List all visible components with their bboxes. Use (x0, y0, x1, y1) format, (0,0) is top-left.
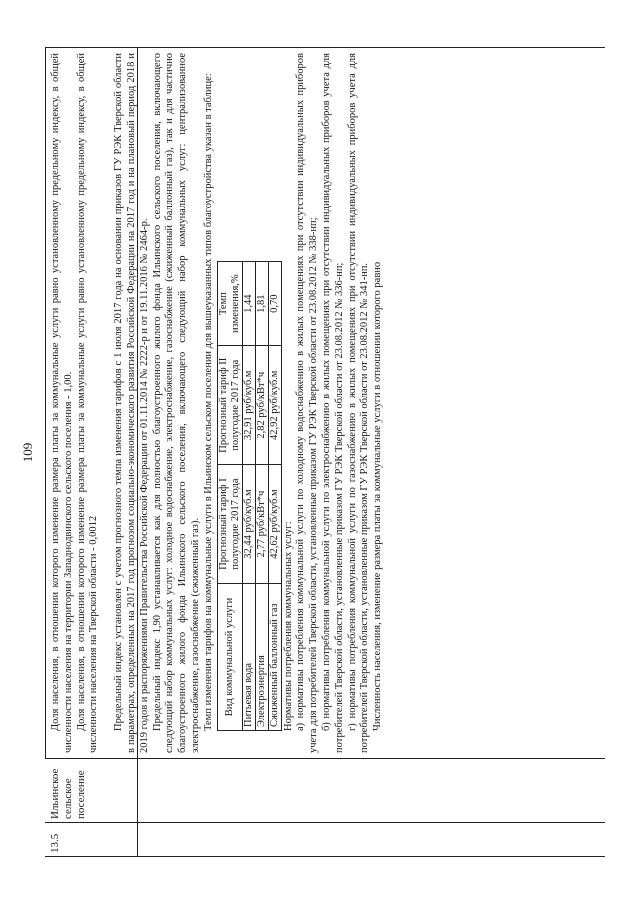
cell-tariff-h2: 42,92 руб/куб.м (268, 346, 281, 465)
tariff-table (217, 261, 282, 731)
paragraph-share-tver: Доля населения, в отношении которого изменение размера платы за коммунальные услуги равно установленному предельному индексу, в общей численности населения на Тверской области - 0,0012 (75, 53, 100, 753)
cell-tariff-h1: 32,44 руб/куб.м (242, 465, 255, 584)
content-cell (50, 53, 385, 753)
paragraph-share-west-dvina: Доля населения, в отношении которого изменение размера платы за коммунальные услуги равно установленному предельному индексу, в общей численности населения на территории Западнодвинского сельского поселения - 1,00. (50, 53, 74, 753)
settlement-name: Ильинское сельское поселение (49, 768, 87, 819)
paragraph-index-basis: Предельный индекс установлен с учетом прогнозного темпа изменения тарифов с 1 июля 2017 года на основании приказов ГУ РЭК Тверской области в параметрах, определенных на 2017 год прогнозом социально-экономического развития Российской Федерации на 2017 год и на плановый период 2018 и 2019 годов и распоряжениями Правительства Российской Федерации от 01.11.2014 № 2222-р и от 19.11.2016 № 2464-р. (113, 53, 150, 753)
paragraph-index-value: Предельный индекс 1,90 устанавливается как для полностью благоустроенного жилого фонда Ильинского сельского поселения, включающего следующий набор коммунальных услуг: холодное водоснабжение, электроснабжение, газоснабжение (сжиженный баллонный газ), так и для частично благоустроенного жилого фонда Ильинского сельского поселения, включающего следующий набор коммунальных услуг: централизованное электроснабжение, газоснабжение (сжиженный газ). (151, 53, 201, 753)
cell-service: Электроэнергия (255, 583, 268, 730)
paragraph-norm-electricity: б) нормативы потребления коммунальной услуги по электроснабжению в жилых помещениях при отсутствии индивидуальных приборов учета для потребителей Тверской области, установленные приказом ГУ РЭК Тверской области от 23.08.2012 № 336-нп; (320, 53, 345, 753)
header-tariff-h1: Прогнозный тариф I полугодие 2017 года (217, 465, 242, 584)
cell-tariff-h1: 2,77 руб/кВт*ч (255, 465, 268, 584)
cell-change-rate: 0,70 (268, 262, 281, 346)
cell-change-rate: 1,81 (255, 262, 268, 346)
paragraph-norm-gas: г) нормативы потребления коммунальной услуги по газоснабжению в жилых помещениях при отсутствии индивидуальных приборов учета для потребителей Тверской области, установленные приказом ГУ РЭК Тверской области от 23.08.2012 № 341-нп. (346, 53, 371, 753)
table-row (255, 262, 268, 731)
tariff-table-header-row (217, 262, 242, 731)
table-row (268, 262, 281, 731)
cell-service: Сжиженный баллонный газ (268, 583, 281, 730)
column-border-left (45, 856, 605, 857)
table-row (242, 262, 255, 731)
cell-tariff-h2: 2,82 руб/кВт*ч (255, 346, 268, 465)
header-change-rate: Темп изменения,% (217, 262, 242, 346)
column-border-number (45, 822, 605, 823)
page-number: 109 (20, 442, 35, 463)
paragraph-population-share: Численность населения, изменение размера платы за коммунальные услуги в отношении которого равно (372, 261, 384, 731)
paragraph-table-intro: Темп изменения тарифов на коммунальные услуги в Ильинском сельском поселении для вышеуказанных типов благоустройства указан в таблице: (202, 73, 214, 731)
cell-tariff-h1: 42,62 руб/куб.м (268, 465, 281, 584)
paragraph-norms-heading: Нормативы потребления коммунальных услуг: (282, 521, 294, 731)
paragraph-norm-water: а) нормативы потребления коммунальной услуги по холодному водоснабжению в жилых помещениях при отсутствии индивидуальных приборов учета для потребителей Тверской области, установленные приказом ГУ РЭК Тверской области от 23.08.2012 № 338-нп; (295, 53, 320, 753)
row-border-top-upper (45, 47, 46, 759)
cell-change-rate: 1,44 (242, 262, 255, 346)
row-number: 13.5 (49, 833, 61, 853)
cell-service: Питьевая вода (242, 583, 255, 730)
cell-tariff-h2: 32,91 руб/куб.м (242, 346, 255, 465)
header-service-type: Вид коммунальной услуги (217, 583, 242, 730)
document-table-frame (45, 47, 605, 857)
column-border-right (45, 47, 605, 48)
column-border-settlement (45, 758, 605, 759)
header-tariff-h2: Прогнозный тариф II полугодие 2017 года (217, 346, 242, 465)
